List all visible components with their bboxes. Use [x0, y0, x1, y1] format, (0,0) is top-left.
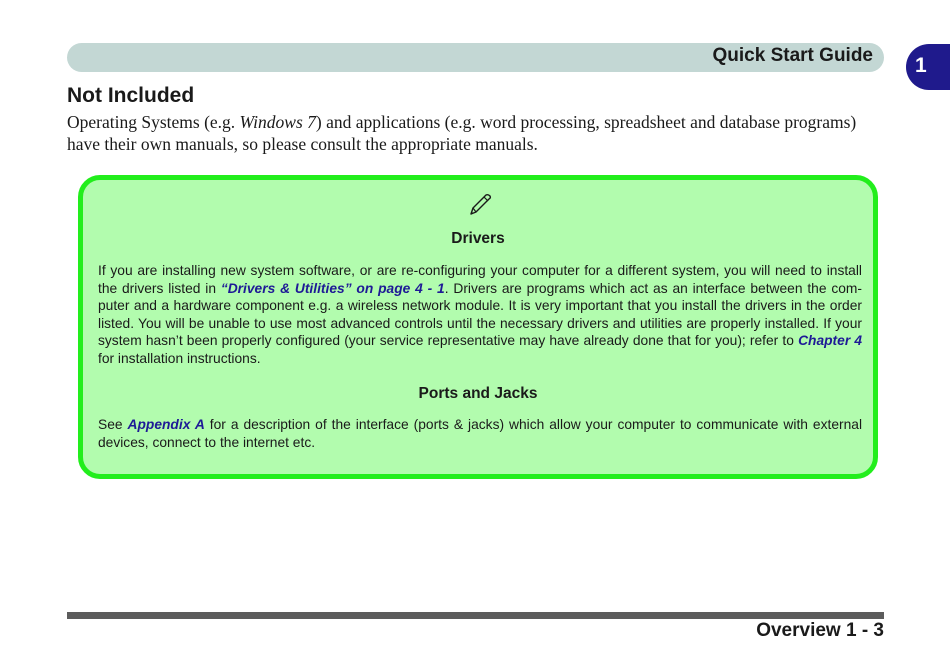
intro-italic: Windows 7	[239, 112, 316, 132]
drivers-text-1: If you are installing new system software, or are re-configuring your computer for a different system, you will need to install the drivers listed in	[98, 263, 862, 296]
drivers-text-3: for installation instructions.	[98, 350, 261, 366]
ports-text-1: See	[98, 417, 128, 432]
drivers-body	[98, 262, 862, 368]
ports-body	[98, 416, 862, 451]
section-heading: Not Included	[67, 84, 195, 107]
note-box	[78, 175, 878, 479]
intro-paragraph	[67, 112, 887, 155]
drivers-title: Drivers	[451, 230, 505, 247]
footer-rule	[67, 612, 884, 619]
drivers-text-2: . Drivers are programs which act as an interface between the com-puter and a hardware component e.g. a wireless network module. It is very important that you install the drivers in the order listed. You will be unable to use most advanced controls until the necessary drivers and utilities are properly installed. If your system hasn’t been properly configured (your service representative may have already done that for you); refer to	[98, 280, 863, 349]
intro-text-2: ) and applications (e.g. word processing, spreadsheet and database programs) have their own manuals, so please consult the appropriate manuals.	[67, 112, 857, 154]
appendix-a-link[interactable]: Appendix A	[127, 417, 205, 432]
header-bar	[67, 43, 884, 72]
pen-icon	[467, 192, 493, 218]
header-title: Quick Start Guide	[712, 45, 873, 66]
ports-title: Ports and Jacks	[418, 385, 538, 402]
drivers-utilities-link[interactable]: “Drivers & Utilities” on page 4 - 1	[220, 280, 445, 296]
chapter-number: 1	[915, 54, 927, 77]
chapter-4-link[interactable]: Chapter 4	[798, 333, 863, 349]
chapter-tab[interactable]	[906, 44, 950, 90]
intro-text-1: Operating Systems (e.g.	[67, 112, 240, 132]
ports-text-2: for a description of the interface (ports & jacks) which allow your computer to communicate with external devices, connect to the internet etc.	[98, 417, 863, 450]
page-number: Overview 1 - 3	[756, 620, 884, 641]
